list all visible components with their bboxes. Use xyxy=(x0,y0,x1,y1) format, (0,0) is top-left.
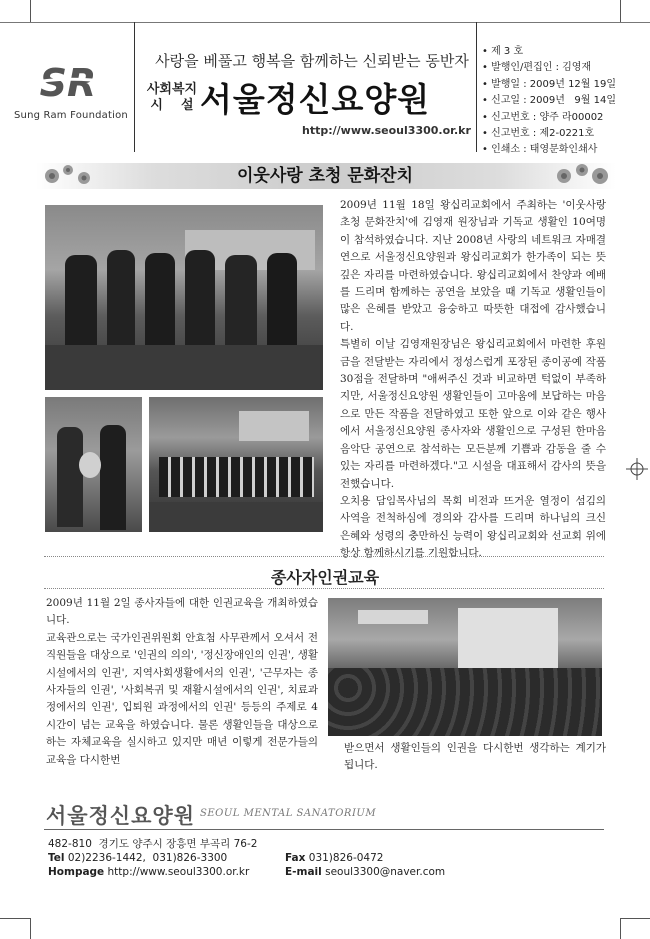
email-label: E-mail xyxy=(285,866,322,878)
homepage-label: Hompage xyxy=(48,866,105,878)
article1-paragraph: 2009년 11월 18일 왕십리교회에서 주최하는 '이웃사랑 초청 문화잔치'에 김영재 원장님과 기독교 생활인 10여명이 참석하였습니다. 지난 2008년 사랑의 네트워크 자매결연으로 서울정신요양원과 왕십리교회가 한가족이 되는 뜻깊은 자리를 마련하였습니다. 왕십리교회에서 찬양과 예배를 드리며 함께하는 공연을 보았을 때 기독교 생활인들이 많은 은혜를 받았고 융숭하고 따뜻한 대접에 감사했습니다. xyxy=(340,199,606,333)
article1-body xyxy=(340,197,606,563)
footer-tel xyxy=(48,852,227,864)
pub-info-item: • 신고번호 : 양주 라00002 xyxy=(482,110,616,126)
article1-title: 이웃사랑 초청 문화잔치 xyxy=(236,166,414,186)
crop-mark xyxy=(620,0,621,22)
section-divider xyxy=(44,588,604,589)
article1-paragraph: 특별히 이날 김영재원장님은 왕십리교회에서 마련한 후원금을 전달받는 자리에서 정성스럽게 포장된 종이공예 작품 30점을 전달하며 "애써주신 것과 비교하면 턱없이 부족하지만, 서울정신요양원 생활인들이 고마움에 보답하는 마음으로 만든 작품을 전달하였고 또한 앞으로 이와 같은 행사에서 서울정신요양원 종사자와 생활인으로 구성된 한마음음악단 공연으로 참석하는 모든분께 기쁨과 감동을 줄 수 있는 자리를 마련하겠다."고 시설을 대표해서 감사의 뜻을 전했습니다. xyxy=(340,338,606,490)
article2-paragraph: 2009년 11월 2일 종사자들에 대한 인권교육을 개최하였습니다. xyxy=(46,597,318,627)
pub-info-item: • 신고번호 : 제2-0221호 xyxy=(482,126,616,142)
footer-address: 482-810 경기도 양주시 장흥면 부곡리 76-2 xyxy=(48,838,258,850)
footer-email xyxy=(285,866,445,878)
tel-value: 02)2236-1442, 031)826-3300 xyxy=(67,852,228,864)
footer-fax xyxy=(285,852,383,864)
header-top-rule xyxy=(0,22,650,23)
slogan: 사랑을 베풀고 행복을 함께하는 신뢰받는 동반자 xyxy=(155,52,469,70)
pub-info-item: • 발행인/편집인 : 김영재 xyxy=(482,60,616,76)
footer-english-name: SEOUL MENTAL SANATORIUM xyxy=(200,808,377,819)
crop-mark xyxy=(620,918,650,919)
pub-info-item: • 제 3 호 xyxy=(482,44,616,60)
article1-paragraph: 오치용 담임목사님의 목회 비전과 뜨거운 열정이 섬김의 사역을 전척하심에 경의와 감사를 드리며 하나님의 크신 은혜와 성령의 충만하신 능력이 왕십리교회와 선교회 위에 항상 함께하시기를 기원합니다. xyxy=(340,494,606,560)
header-divider xyxy=(134,22,135,152)
publication-info xyxy=(482,44,616,159)
crop-mark xyxy=(30,0,31,22)
homepage-link[interactable]: http://www.seoul3300.or.kr xyxy=(107,866,250,878)
pub-info-item: • 신고일 : 2009년 9월 14일 xyxy=(482,93,616,109)
foundation-logo xyxy=(22,62,114,102)
tel-label: Tel xyxy=(48,852,65,864)
pub-info-item: • 인쇄소 : 태영문화인쇄사 xyxy=(482,142,616,158)
crop-mark xyxy=(30,918,31,939)
photo-group-singing xyxy=(45,205,323,390)
fax-value: 031)826-0472 xyxy=(308,852,384,864)
footer-homepage xyxy=(48,866,249,878)
category-label xyxy=(146,82,198,114)
registration-mark-icon xyxy=(626,458,648,480)
article2-title: 종사자인권교육 xyxy=(270,568,380,587)
category-line1: 사회복지 xyxy=(146,82,198,97)
header-divider xyxy=(476,22,477,152)
photo-choir-performance xyxy=(149,397,323,532)
masthead-title: 서울정신요양원 xyxy=(200,80,431,119)
crop-mark xyxy=(620,918,621,939)
photo-education-session xyxy=(328,598,602,736)
article2-continuation: 받으면서 생활인들의 인권을 다시한번 생각하는 계기가 됩니다. xyxy=(344,742,606,772)
article2-body xyxy=(46,595,318,769)
photo-gift-presentation xyxy=(45,397,142,532)
pub-info-item: • 발행일 : 2009년 12월 19일 xyxy=(482,77,616,93)
section-divider xyxy=(44,556,604,557)
crop-mark xyxy=(0,918,30,919)
svg-text:SR: SR xyxy=(39,62,97,102)
footer-title: 서울정신요양원 xyxy=(46,804,196,828)
category-line2: 시 설 xyxy=(150,98,194,113)
email-link[interactable]: seoul3300@naver.com xyxy=(325,866,446,878)
foundation-name: Sung Ram Foundation xyxy=(14,110,128,121)
fax-label: Fax xyxy=(285,852,306,864)
website-link[interactable]: http://www.seoul3300.or.kr xyxy=(302,124,471,137)
article2-paragraph: 교육관으로는 국가인권위원회 안효첨 사무관께서 오셔서 전직원들을 대상으로 '인권의 의의', '정신장애인의 인권', 생활시설에서의 인권', 지역사회생활에서의 인권', '근무자는 종사자들의 인권', '사회복귀 및 재활시설에서의 인권', 치료과정에서의 인권', 입퇴원 과정에서의 인권' 등등의 주제로 4시간이 넘는 교육을 하였습니다. 물론 생활인들을 대상으로 하는 자체교육을 실시하고 있지만 매년 이렇게 전문가들의 교육을 다시한번 xyxy=(46,631,318,766)
